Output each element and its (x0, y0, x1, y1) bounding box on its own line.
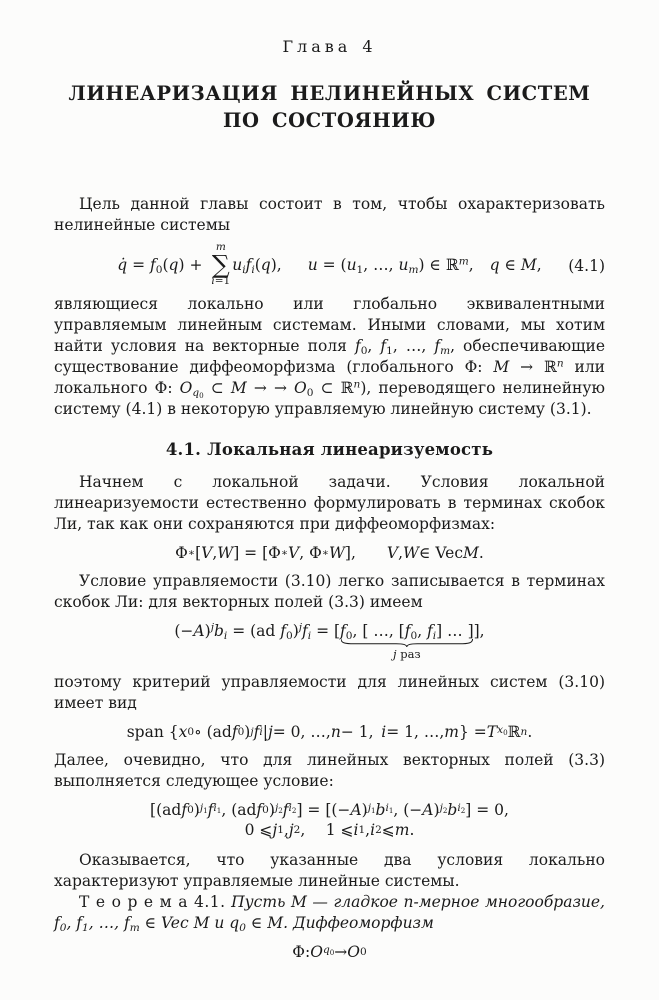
equation-diffeomorphism: Φ: O $q_0$ → O 0 (292, 942, 367, 961)
underbrace-label: j раз (392, 646, 421, 661)
equation-4-1 (54, 243, 605, 289)
chapter-title-line1: ЛИНЕАРИЗАЦИЯ НЕЛИНЕЙНЫХ СИСТЕМ (68, 82, 591, 105)
eq41-rhs: $u_if_i(q)$, (232, 255, 282, 276)
eq41-lhs: q̇ = $f_0(q)$ + (117, 255, 208, 276)
paragraph-criterion: поэтому критерий управляемости для линейных систем (3.10) имеет вид (54, 672, 605, 712)
underbrace-group (340, 621, 474, 661)
paragraph-controllability: Условие управляемости (3.10) легко записывается в терминах скобок Ли: для векторных полей (3.3) имеем (54, 571, 605, 611)
eq41-condition-q: q ∈ M, (489, 255, 542, 274)
theorem-4-1 (54, 892, 605, 934)
eq41-condition-u: $u = (u_1$, …, $u_m$) ∈ ℝ$^m$, (307, 255, 474, 276)
sum-upper-limit: m (215, 241, 226, 253)
eq-ad-braced-content: $f_0$, [ …, [$f_0$, $f_i$] … ] (340, 621, 474, 642)
underbrace-icon (341, 639, 473, 647)
paragraph-intro: Цель данной главы состоит в том, чтобы охарактеризовать нелинейные системы (54, 195, 605, 234)
sigma-glyph: ∑ (211, 249, 230, 279)
equation-commutator-line1: [(ad f 0 ) $j_1$ f $i_1$ , (ad f 0 ) $j_2$ f $i_2$ ] = [(− A ) $j_1$ b $i_1$ , (− A ) $j_2$ b $i_2$ ] = 0, (150, 800, 509, 819)
chapter-label: Глава 4 (282, 37, 377, 56)
paragraph-linear-fields: Далее, очевидно, что для линейных векторных полей (3.3) выполняется следующее условие: (54, 750, 605, 790)
equation-pushforward: Φ ∗ [ V , W ] = [Φ ∗ V , Φ ∗ W ], V , W ∈ Vec M . (175, 543, 484, 562)
paragraph-two-conditions: Оказывается, что указанные два условия локально характеризуют управляемые линейные системы. (54, 850, 605, 890)
theorem-label: Т е о р е м а 4.1. (79, 892, 226, 911)
equation-4-1-body (117, 243, 541, 289)
chapter-title (54, 80, 605, 134)
equation-ad-brackets (54, 621, 605, 661)
sum-lower-limit: i=1 (211, 275, 231, 288)
equation-span: span { x 0 ∘ (ad f 0 ) j f i | j = 0, …, n − 1, i = 1, …, m } = T $x_0$ ℝ n . (126, 722, 533, 741)
paragraph-equivalence: являющиеся локально или глобально эквивалентными управляемым линейным системам. Иными словами, мы хотим найти условия на векторные поля $f_0$, $f_1$, …, $f_m$, обеспечивающие существование диффеоморфизма (глобального Φ: M → ℝ$^n$ или локального Φ: $O_{q_0}$ ⊂ M → → $O_0$ ⊂ ℝ$^n$), переводящего нелинейную систему (4.1) в некоторую управляемую линейную систему (3.1). (54, 294, 606, 418)
eq-ad-lhs: $(-A)^jb_i = (ad$ $f_0)^jf_i$ = [ (174, 621, 341, 642)
section-heading-4-1: 4.1. Локальная линеаризуемость (165, 439, 494, 459)
eq-ad-rhs: ], (473, 621, 485, 640)
equation-number: (4.1) (568, 256, 605, 275)
theorem-body: Пусть M — гладкое n-мерное многообразие, $f_0$, $f_1$, …, $f_m$ ∈ Vec M и $q_0$ ∈ M. Диффеоморфизм (54, 892, 605, 934)
chapter-title-line2: ПО СОСТОЯНИЮ (222, 109, 437, 132)
paragraph-local-problem: Начнем с локальной задачи. Условия локальной линеаризуемости естественно формулировать в терминах скобок Ли, так как они сохраняются при диффеоморфизмах: (54, 472, 605, 533)
summation-symbol (211, 242, 230, 288)
equation-commutator-line2: 0 ⩽ j 1 , j 2 , 1 ⩽ i 1 , i 2 ⩽ m . (244, 820, 415, 839)
